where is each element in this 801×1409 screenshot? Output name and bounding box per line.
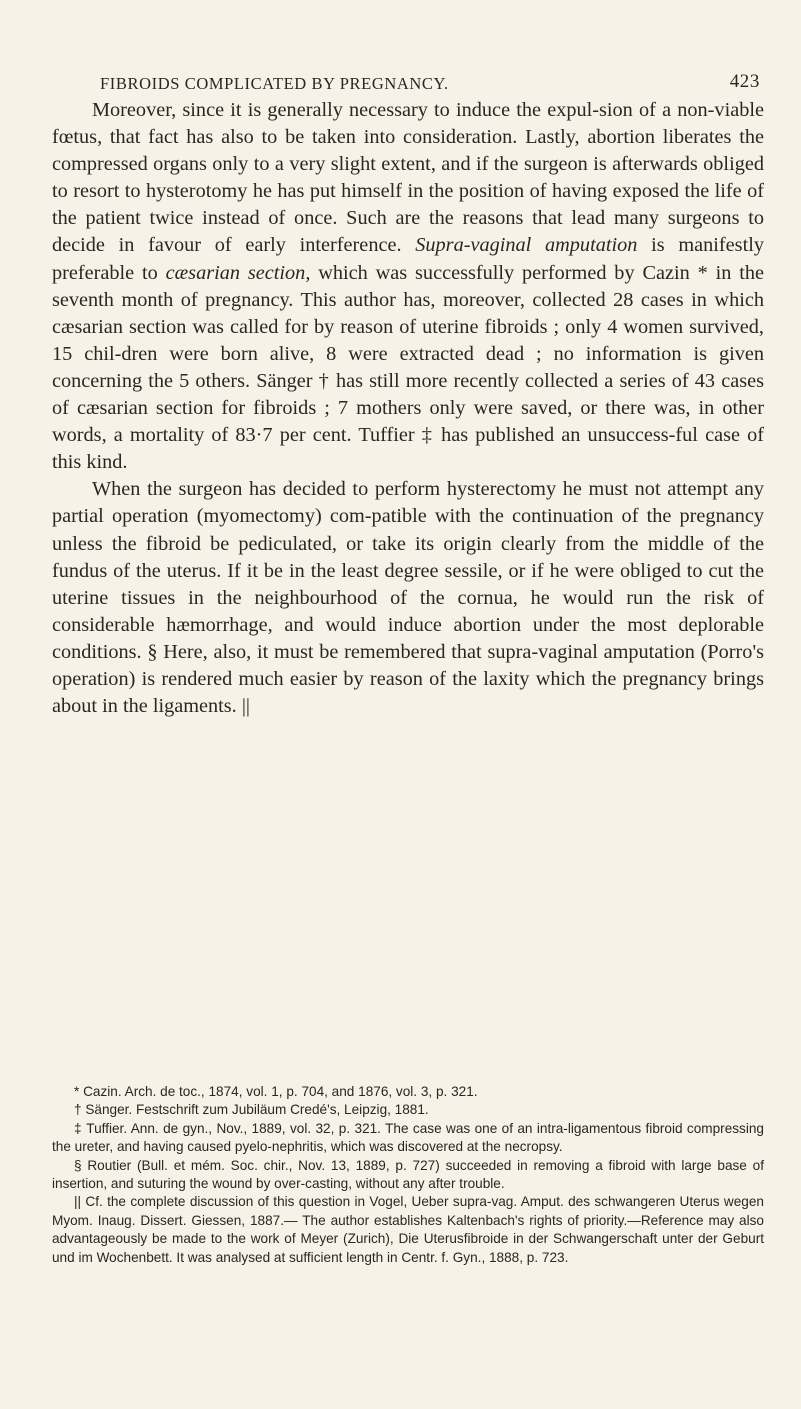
footnote-cazin: * Cazin. Arch. de toc., 1874, vol. 1, p. 704, and 1876, vol. 3, p. 321. [74,1084,478,1099]
footnote-routier: § Routier (Bull. et mém. Soc. chir., Nov. 13, 1889, p. 727) succeeded in removing a fibroid with large base of insertion, and suturing the wound by over-casting, without any after trouble. [52,1157,764,1192]
running-head-title: FIBROIDS COMPLICATED BY PREGNANCY. [100,74,449,93]
footnote-tuffier: ‡ Tuffier. Ann. de gyn., Nov., 1889, vol. 32, p. 321. The case was one of an intra-ligamentous fibroid compressing the ureter, and having caused pyelo-nephritis, which was discovered at the necropsy. [52,1120,764,1155]
footnotes [52,1083,764,1267]
caesarian-emphasis: cæsarian section, [165,261,311,284]
paragraph-1 [52,97,764,476]
footnote-vogel: || Cf. the complete discussion of this question in Vogel, Ueber supra-vag. Amput. des schwangeren Uterus wegen Myom. Inaug. Dissert. Giessen, 1887.— The author establishes Kaltenbach's rights of priority.—Reference may also advantageously be made to the work of Meyer (Zurich), Die Uterusfibroide in der Schwangerschaft unter der Geburt und im Wochenbett. It was analysed at sufficient length in Centr. f. Gyn., 1888, p. 723. [52,1194,764,1265]
paragraph-1-part-c: which was successfully performed by Cazin * in the seventh month of pregnancy. This author has, moreover, collected 28 cases in which cæsarian section was called for by reason of uterine fibroids ; only 4 women survived, 15 chil-dren were born alive, 8 were extracted dead ; no information is given concerning the 5 others. Sänger † has still more recently collected a series of 43 cases of cæsarian section for fibroids ; 7 mothers only were saved, or there was, in other words, a mortality of 83·7 per cent. Tuffier ‡ has published an unsuccess-ful case of this kind. [52,261,764,474]
body-text [52,97,764,720]
paragraph-1-part-a: Moreover, since it is generally necessary to induce the expul-sion of a non-viable fœtus, that fact has also to be taken into consideration. Lastly, abortion liberates the compressed organs only to a very slight extent, and if the surgeon is afterwards obliged to resort to hysterotomy he has put himself in the position of having exposed the life of the patient twice instead of once. Such are the reasons that lead many surgeons to decide in favour of early interference. [52,99,764,257]
paragraph-2: When the surgeon has decided to perform hysterectomy he must not attempt any partial operation (myomectomy) com-patible with the continuation of the pregnancy unless the fibroid be pediculated, or take its origin clearly from the middle of the fundus of the uterus. If it be in the least degree sessile, or if he were obliged to cut the uterine tissues in the neighbourhood of the cornua, he would run the risk of considerable hæmorrhage, and would induce abortion under the most deplorable conditions. § Here, also, it must be remembered that supra-vaginal amputation (Porro's operation) is rendered much easier by reason of the laxity which the pregnancy brings about in the ligaments. || [52,478,764,718]
footnote-sanger: † Sänger. Festschrift zum Jubiläum Credé's, Leipzig, 1881. [74,1102,429,1118]
page-number: 423 [729,71,760,92]
supra-vaginal-emphasis: Supra-vaginal amputation [415,234,638,257]
paragraph-1-part-b: is manifestly preferable to [52,234,764,284]
